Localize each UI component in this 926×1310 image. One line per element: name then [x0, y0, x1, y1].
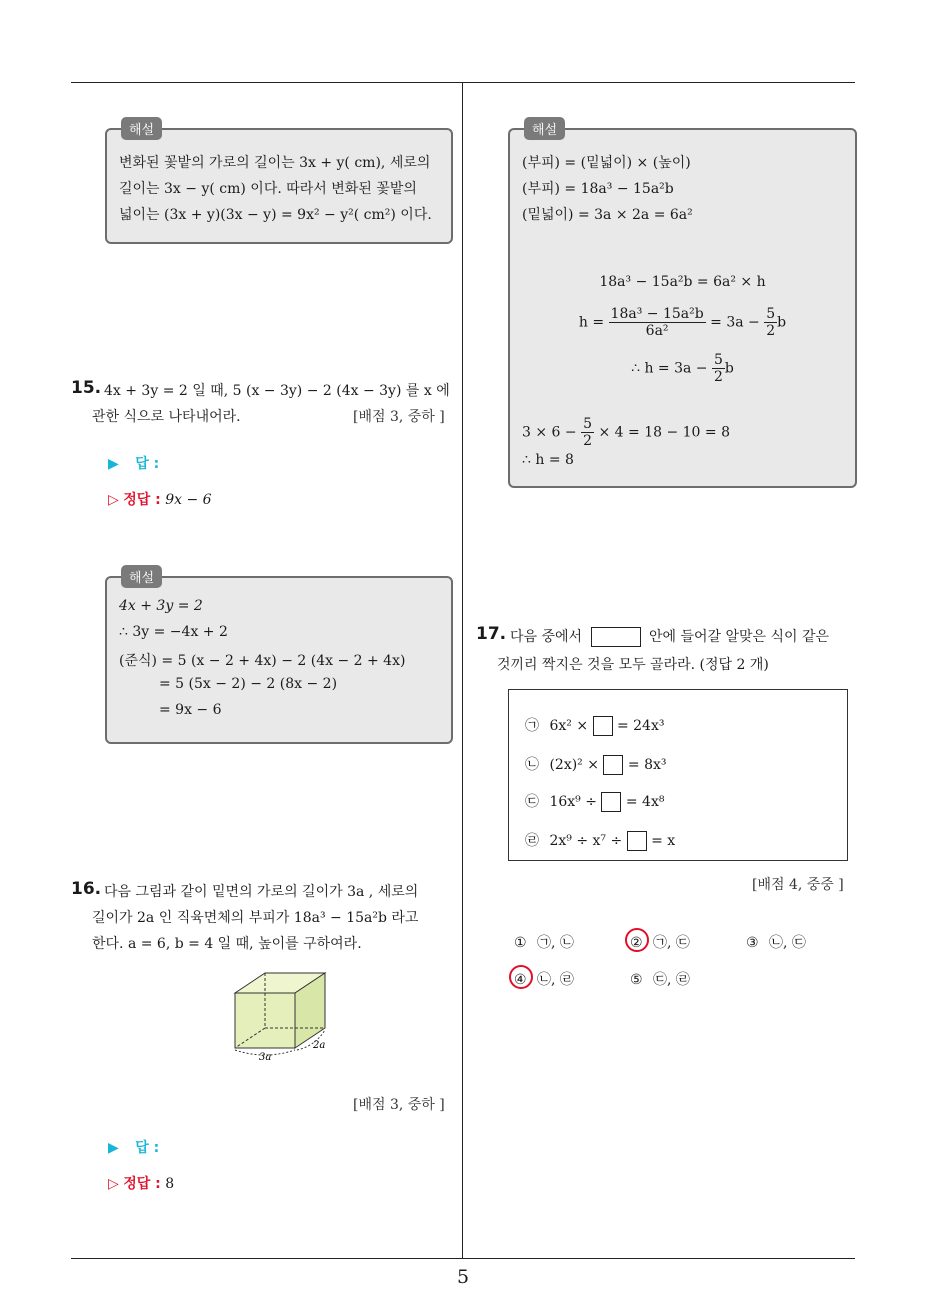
score-label: [배점 3, 중하 ] [353, 409, 445, 425]
item-row [525, 754, 667, 775]
arrow-icon: ▶ [108, 1140, 119, 1156]
blank-box [603, 755, 623, 775]
explanation-tag: 해설 [121, 117, 162, 140]
explanation-line: 넓이는 (3x + y)(3x − y) = 9x² − y²( cm²) 이다. [119, 207, 432, 223]
item-mark: ㉡ [525, 757, 539, 773]
question-text: 다음 그림과 같이 밑면의 가로의 길이가 3a , 세로의 [104, 884, 419, 900]
explanation-line: (부피) = (밑넓이) × (높이) [522, 155, 691, 171]
answer-row [108, 1137, 159, 1157]
item-mark: ㉠ [525, 718, 539, 734]
score-label: [배점 3, 중하 ] [353, 1097, 445, 1113]
choice-text: ㉡, ㉣ [537, 972, 574, 988]
explanation-line: (부피) = 18a³ − 15a²b [522, 181, 674, 197]
choice-number: ① [514, 935, 527, 951]
question-text: 관한 식으로 나타내어라. [92, 409, 241, 425]
item-row [525, 715, 664, 736]
question-text: 것끼리 짝지은 것을 모두 골라라. (정답 2 개) [497, 657, 769, 673]
answer-prompt: 답 : [135, 1140, 160, 1156]
hollow-arrow-icon: ▷ [108, 1176, 119, 1192]
question-text [510, 626, 829, 647]
column-divider [462, 83, 463, 1258]
explanation-line: ∴ h = 8 [522, 452, 574, 468]
question-text: 길이가 2a 인 직육면체의 부피가 18a³ − 15a²b 라고 [92, 910, 419, 926]
choice-number: ⑤ [630, 972, 643, 988]
question-text: 한다. a = 6, b = 4 일 때, 높이를 구하여라. [92, 936, 362, 952]
numerator: 5 [714, 352, 723, 368]
numerator: 5 [766, 306, 776, 322]
explanation-box-16 [508, 123, 857, 488]
cuboid-figure [225, 968, 345, 1063]
item-expression: 16x⁹ ÷ [549, 794, 597, 810]
question-text-part: 다음 중에서 [510, 629, 583, 645]
correct-label: 정답 : [123, 1176, 161, 1192]
fraction [764, 306, 777, 339]
math-text: 3 × 6 − [522, 424, 577, 441]
fraction [609, 306, 706, 339]
explanation-tag: 해설 [524, 117, 565, 140]
choice-number: ④ [514, 972, 527, 988]
explanation-fraction-line [510, 306, 855, 339]
answer-prompt: 답 : [135, 456, 160, 472]
question-text: 4x + 3y = 2 일 때, 5 (x − 3y) − 2 (4x − 3y) 를 x 에 [104, 383, 450, 399]
fraction [712, 352, 725, 385]
hollow-arrow-icon: ▷ [108, 492, 119, 508]
choice-text: ㉠, ㉢ [653, 935, 690, 951]
question-number: 15. [71, 378, 102, 398]
items-frame [508, 689, 848, 861]
item-expression: 6x² × [549, 718, 589, 734]
fraction [581, 416, 594, 449]
explanation-line: = 9x − 6 [159, 702, 222, 718]
item-row [525, 791, 664, 812]
numerator: 5 [583, 416, 593, 432]
question-text-part: 안에 들어갈 알맞은 식이 같은 [648, 629, 830, 645]
choice-1[interactable] [514, 932, 574, 952]
denominator: 2 [714, 369, 723, 385]
math-text: × 4 = 18 − 10 = 8 [598, 424, 730, 441]
selected-choice-marker [625, 928, 649, 952]
bottom-rule [71, 1258, 855, 1259]
item-mark: ㉣ [525, 833, 539, 849]
denominator: 2 [583, 433, 593, 449]
score-label: [배점 4, 중중 ] [752, 877, 844, 893]
item-expression: = 4x⁸ [625, 794, 665, 810]
question-number: 16. [71, 879, 102, 899]
choice-text: ㉢, ㉣ [653, 972, 690, 988]
choice-text: ㉡, ㉢ [769, 935, 806, 951]
blank-box [593, 716, 613, 736]
explanation-box-14 [105, 123, 453, 244]
explanation-line: 18a³ − 15a²b = 6a² × h [599, 274, 766, 290]
explanation-box-15 [105, 571, 453, 744]
denominator: 2 [766, 323, 776, 339]
depth-label: 2a [313, 1040, 326, 1051]
item-mark: ㉢ [525, 794, 539, 810]
choice-5[interactable] [630, 969, 690, 989]
selected-choice-marker [509, 965, 533, 989]
question-number: 17. [476, 624, 507, 644]
top-rule [71, 82, 855, 83]
explanation-line: 길이는 3x − y( cm) 이다. 따라서 변화된 꽃밭의 [119, 181, 417, 197]
item-expression: = 8x³ [627, 757, 667, 773]
explanation-line: ∴ 3y = −4x + 2 [119, 624, 228, 640]
numerator: 18a³ − 15a²b [610, 306, 704, 322]
correct-answer-row [108, 489, 212, 509]
item-expression: = x [651, 833, 676, 849]
item-row [525, 830, 675, 851]
math-text: ∴ h = 3a − [631, 360, 708, 377]
correct-label: 정답 : [123, 492, 161, 508]
correct-value: 9x − 6 [165, 492, 212, 508]
choice-number: ③ [746, 935, 759, 951]
math-text: b [777, 314, 787, 331]
answer-row [108, 453, 159, 473]
blank-box [601, 792, 621, 812]
choice-3[interactable] [746, 932, 806, 952]
arrow-icon: ▶ [108, 456, 119, 472]
explanation-fraction-line [510, 352, 855, 385]
choice-text: ㉠, ㉡ [537, 935, 574, 951]
explanation-tag: 해설 [121, 565, 162, 588]
item-expression: = 24x³ [616, 718, 665, 734]
correct-value: 8 [165, 1176, 175, 1192]
width-label: 3a [259, 1052, 272, 1063]
math-text: b [724, 360, 734, 377]
explanation-fraction-line [522, 416, 730, 449]
blank-box [591, 627, 641, 647]
blank-box [627, 831, 647, 851]
denominator: 6a² [645, 323, 669, 339]
math-text: = 3a − [710, 314, 760, 331]
explanation-line: (준식) = 5 (x − 2 + 4x) − 2 (4x − 2 + 4x) [119, 653, 406, 669]
item-expression: (2x)² × [549, 757, 599, 773]
math-text: h = [578, 314, 605, 331]
choice-number: ② [630, 935, 643, 951]
explanation-line: = 5 (5x − 2) − 2 (8x − 2) [159, 676, 338, 692]
explanation-line: 4x + 3y = 2 [119, 598, 203, 614]
explanation-line: 변화된 꽃밭의 가로의 길이는 3x + y( cm), 세로의 [119, 155, 431, 171]
explanation-line: (밑넓이) = 3a × 2a = 6a² [522, 207, 693, 223]
correct-answer-row [108, 1173, 174, 1193]
page-number: 5 [456, 1266, 470, 1288]
item-expression: 2x⁹ ÷ x⁷ ÷ [549, 833, 623, 849]
